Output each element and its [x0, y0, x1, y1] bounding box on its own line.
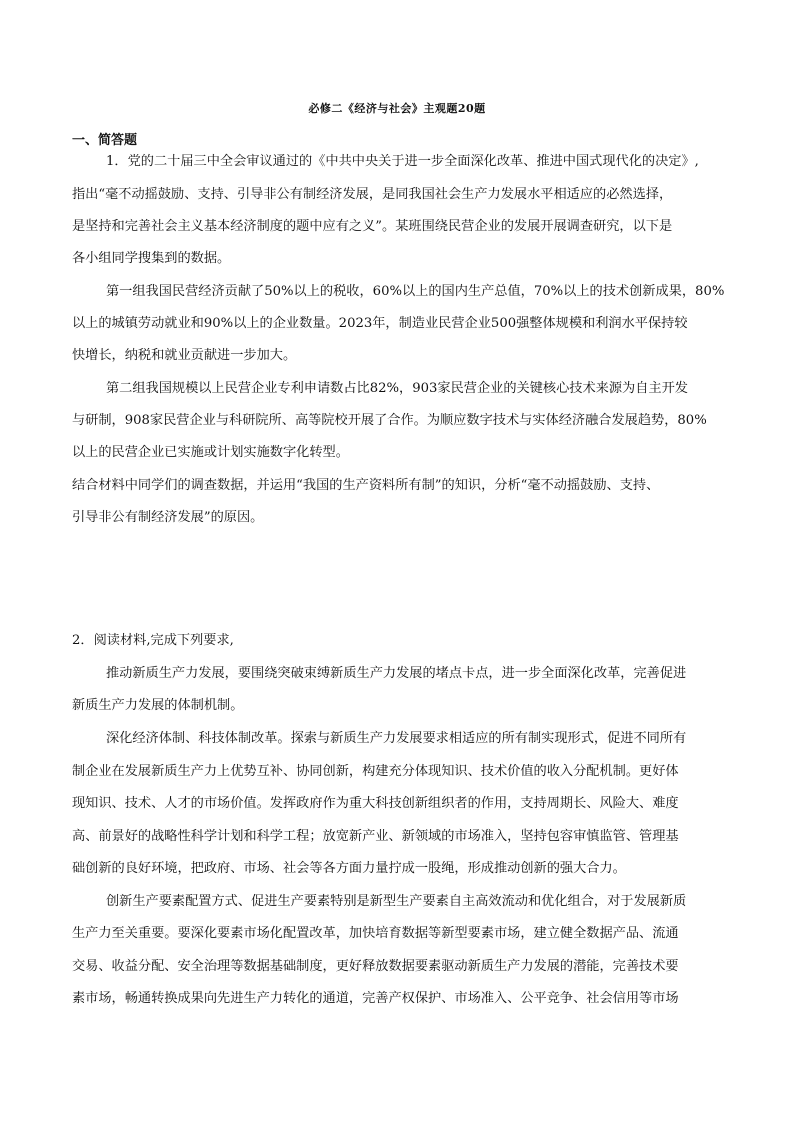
q1-line: 1．党的二十届三中全会审议通过的《中共中央关于进一步全面深化改革、推进中国式现代化的决定》,: [106, 154, 699, 169]
page-title: 必修二《经济与社会》主观题20题: [308, 102, 486, 115]
q2-line: 生产力至关重要。要深化要素市场化配置改革，加快培育数据等新型要素市场，建立健全数据产品、流通: [72, 926, 679, 941]
q2-line: 创新生产要素配置方式、促进生产要素特别是新型生产要素自主高效流动和优化组合，对于发展新质: [106, 894, 687, 909]
q2-line: 推动新质生产力发展，要围绕突破束缚新质生产力发展的堵点卡点，进一步全面深化改革，完善促进: [106, 666, 687, 681]
section-heading: 一、简答题: [72, 133, 138, 148]
q1-line: 第一组我国民营经济贡献了50%以上的税收，60%以上的国内生产总值，70%以上的技术创新成果，80%: [106, 284, 725, 299]
q1-line: 结合材料中同学们的调查数据，并运用“我国的生产资料所有制”的知识，分析“毫不动摇鼓励、支持、: [72, 478, 660, 493]
q2-line: 深化经济体制、科技体制改革。探索与新质生产力发展要求相适应的所有制实现形式，促进不同所有: [106, 731, 687, 746]
q1-line: 与研制，908家民营企业与科研院所、高等院校开展了合作。为顺应数字技术与实体经济融合发展趋势，80%: [72, 413, 707, 428]
q2-line: 础创新的良好环境，把政府、市场、社会等各方面力量拧成一股绳，形成推动创新的强大合力。: [72, 861, 626, 876]
q2-line: 新质生产力发展的体制机制。: [72, 698, 244, 713]
q2-line: 2．阅读材料,完成下列要求,: [72, 633, 234, 648]
q1-line: 各小组同学搜集到的数据。: [72, 251, 231, 266]
q2-line: 高、前景好的战略性科学计划和科学工程；放宽新产业、新领域的市场准入，坚持包容审慎监管、管理基: [72, 829, 679, 844]
q2-line: 现知识、技术、人才的市场价值。发挥政府作为重大科技创新组织者的作用，支持周期长、风险大、难度: [72, 796, 679, 811]
q1-line: 指出“毫不动摇鼓励、支持、引导非公有制经济发展，是同我国社会生产力发展水平相适应的必然选择，: [72, 187, 673, 202]
q2-line: 素市场，畅通转换成果向先进生产力转化的通道，完善产权保护、市场准入、公平竞争、社会信用等市场: [72, 991, 679, 1006]
q1-line: 快增长，纳税和就业贡献进一步加大。: [72, 348, 297, 363]
q2-line: 制企业在发展新质生产力上优势互补、协同创新，构建充分体现知识、技术价值的收入分配机制。更好体: [72, 764, 679, 779]
q1-line: 是坚持和完善社会主义基本经济制度的题中应有之义”。某班围绕民营企业的发展开展调查研究，以下是: [72, 219, 673, 234]
q1-line: 第二组我国规模以上民营企业专利申请数占比82%，903家民营企业的关键核心技术来源为自主开发: [106, 381, 688, 396]
q1-line: 以上的民营企业已实施或计划实施数字化转型。: [72, 445, 349, 460]
q1-line: 引导非公有制经济发展”的原因。: [72, 510, 264, 525]
q2-line: 交易、收益分配、安全治理等数据基础制度，更好释放数据要素驱动新质生产力发展的潜能，完善技术要: [72, 959, 679, 974]
q1-line: 以上的城镇劳动就业和90%以上的企业数量。2023年，制造业民营企业500强整体规模和利润水平保持较: [72, 316, 688, 331]
